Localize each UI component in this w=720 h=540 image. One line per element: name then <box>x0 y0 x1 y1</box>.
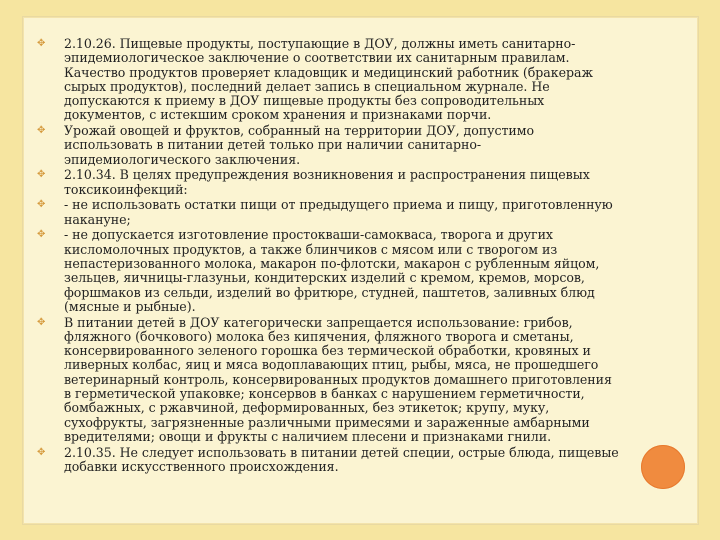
bullet-item-5 <box>37 228 622 314</box>
bullet-text-5: - не допускается изготовление простокваши-самокваса, творога и других кисломолочных продуктов, а также блинчиков с мясом или с творогом из непастеризованного молока, макарон по-флотски, макарон с рубленным яйцом, зельцев, яичницы-глазуньи, кондитерских изделий с кремом, кремов, морсов, форшмаков из сельди, изделий во фритюре, студней, паштетов, заливных блюд (мясные и рыбные). <box>64 227 600 314</box>
bullet-item-6 <box>37 316 622 445</box>
bullet-icon: ✥ <box>37 316 46 328</box>
slide-card <box>22 16 699 525</box>
bullet-icon: ✥ <box>37 229 46 241</box>
bullet-icon: ✥ <box>37 38 46 49</box>
bullet-icon: ✥ <box>37 125 46 137</box>
bullet-icon: ✥ <box>37 169 46 181</box>
bullet-item-4 <box>37 198 622 227</box>
slide-content <box>37 37 622 476</box>
bullet-item-7 <box>37 446 622 475</box>
orange-circle-ornament <box>641 445 685 489</box>
bullet-icon: ✥ <box>37 446 46 458</box>
bullet-text-3: 2.10.34. В целях предупреждения возникновения и распространения пищевых токсикоинфекций: <box>64 167 590 197</box>
bullet-item-2 <box>37 124 622 167</box>
bullet-text-6: В питании детей в ДОУ категорически запрещается использование: грибов, фляжного (бочкового) молока без кипячения, фляжного творога и сметаны, консервированного зеленого горошка без термической обработки, кровяных и ливерных колбас, яиц и мяса водоплавающих птиц, рыбы, мяса, не прошедшего ветеринарный контроль, консервированных продуктов домашнего приготовления в герметической упаковке; консервов в банках с нарушением герметичности, бомбажных, с ржавчиной, деформированных, без этикеток; крупу, муку, сухофрукты, загрязненные различными примесями и зараженные амбарными вредителями; овощи и фрукты с наличием плесени и признаками гнили. <box>64 314 612 444</box>
bullet-text-7: 2.10.35. Не следует использовать в питании детей специи, острые блюда, пищевые добавки искусственного происхождения. <box>64 444 619 474</box>
bullet-text-2: Урожай овощей и фруктов, собранный на территории ДОУ, допустимо использовать в питании детей только при наличии санитарно-эпидемиологического заключения. <box>64 123 534 167</box>
bullet-text-4: - не использовать остатки пищи от предыдущего приема и пищу, приготовленную накануне; <box>64 197 613 227</box>
bullet-text-1: 2.10.26. Пищевые продукты, поступающие в ДОУ, должны иметь санитарно-эпидемиологическое заключение о соответствии их санитарным правилам. Качество продуктов проверяет кладовщик и медицинский работник (бракераж сырых продуктов), последний делает запись в специальном журнале. Не допускаются к приему в ДОУ пищевые продукты без сопроводительных документов, с истекшим сроком хранения и признаками порчи. <box>64 36 593 123</box>
bullet-item-3 <box>37 168 622 197</box>
bullet-icon: ✥ <box>37 199 46 211</box>
bullet-item-1 <box>37 37 622 123</box>
